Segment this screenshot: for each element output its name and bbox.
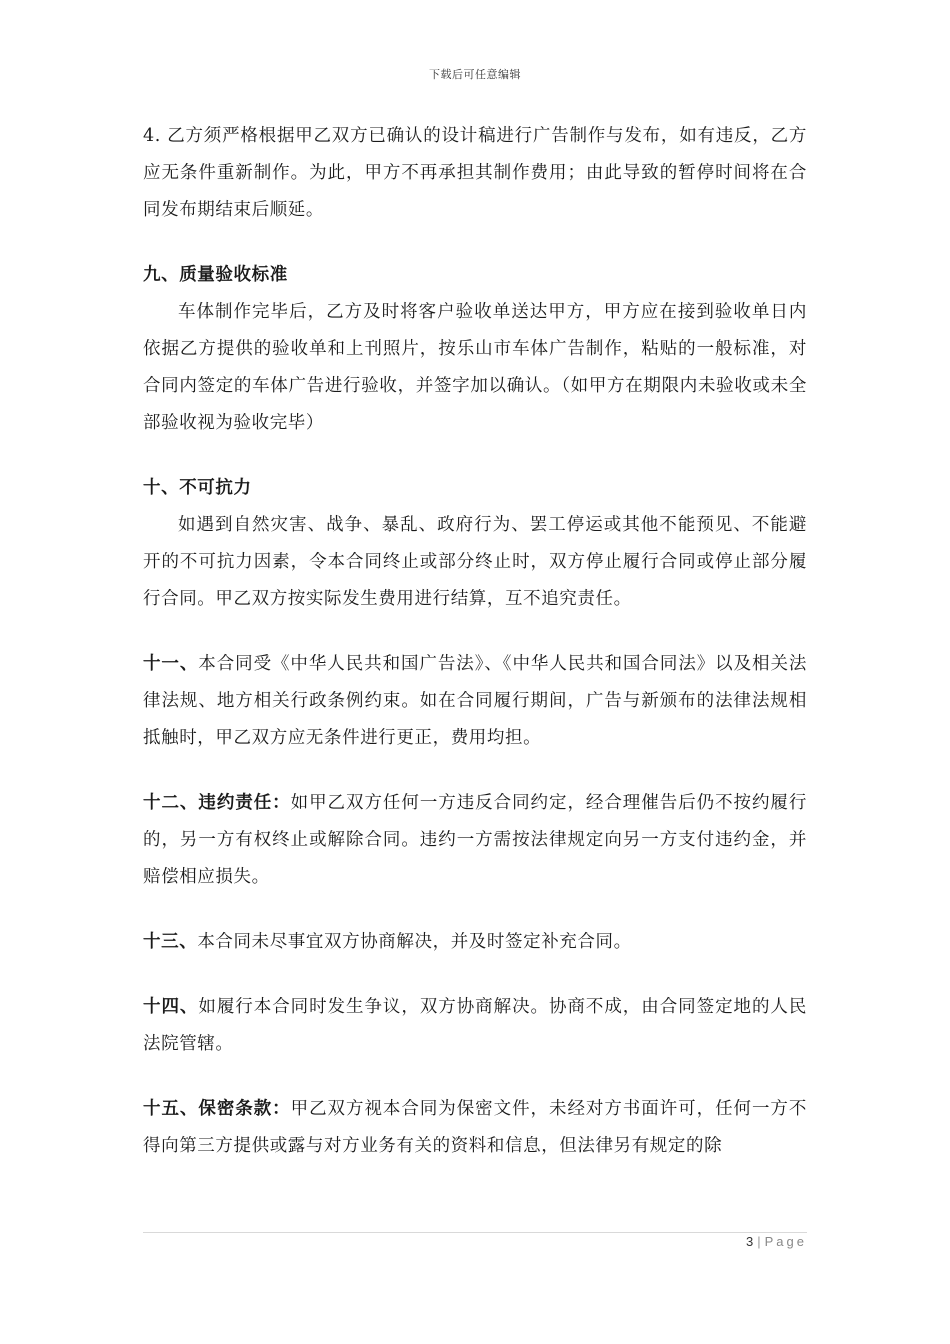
section-14-body: 如履行本合同时发生争议，双方协商解决。协商不成，由合同签定地的人民法院管辖。	[143, 997, 807, 1054]
section-10-title: 十、不可抗力	[143, 478, 252, 498]
section-14	[143, 989, 807, 1063]
section-15	[143, 1091, 807, 1165]
section-9-title: 九、质量验收标准	[143, 265, 288, 285]
section-12	[143, 785, 807, 896]
section-10-body: 如遇到自然灾害、战争、暴乱、政府行为、罢工停运或其他不能预见、不能避开的不可抗力因素，令本合同终止或部分终止时，双方停止履行合同或停止部分履行合同。甲乙双方按实际发生费用进行结算，互不追究责任。	[143, 515, 807, 609]
section-11	[143, 646, 807, 757]
section-11-body: 本合同受《中华人民共和国广告法》、《中华人民共和国合同法》以及相关法律法规、地方相关行政条例约束。如在合同履行期间，广告与新颁布的法律法规相抵触时，甲乙双方应无条件进行更正，费用均担。	[143, 654, 807, 748]
section-12-body: 如甲乙双方任何一方违反合同约定，经合理催告后仍不按约履行的，另一方有权终止或解除合同。违约一方需按法律规定向另一方支付违约金，并赔偿相应损失。	[143, 793, 807, 887]
clause-4: 4. 乙方须严格根据甲乙双方已确认的设计稿进行广告制作与发布，如有违反，乙方应无条件重新制作。为此，甲方不再承担其制作费用；由此导致的暂停时间将在合同发布期结束后顺延。	[143, 126, 807, 220]
header-note: 下载后可任意编辑	[429, 68, 521, 81]
page-footer	[746, 1234, 807, 1249]
document-body	[143, 118, 807, 1165]
page-number: 3	[746, 1234, 754, 1249]
section-11-label: 十一、	[143, 654, 199, 674]
section-14-label: 十四、	[143, 997, 199, 1017]
section-15-label: 十五、保密条款：	[143, 1099, 291, 1119]
footer-divider	[143, 1232, 807, 1233]
section-12-label: 十二、违约责任：	[143, 793, 291, 813]
section-13-label: 十三、	[143, 932, 198, 952]
section-13	[143, 924, 807, 961]
footer-separator: |	[757, 1234, 761, 1249]
section-9-body: 车体制作完毕后，乙方及时将客户验收单送达甲方，甲方应在接到验收单日内依据乙方提供的验收单和上刊照片，按乐山市车体广告制作，粘贴的一般标准，对合同内签定的车体广告进行验收，并签字加以确认。（如甲方在期限内未验收或未全部验收视为验收完毕）	[143, 302, 807, 433]
section-15-body: 甲乙双方视本合同为保密文件，未经对方书面许可，任何一方不得向第三方提供或露与对方业务有关的资料和信息，但法律另有规定的除	[143, 1099, 807, 1156]
page-label: Page	[764, 1234, 807, 1249]
section-13-body: 本合同未尽事宜双方协商解决，并及时签定补充合同。	[197, 932, 632, 952]
